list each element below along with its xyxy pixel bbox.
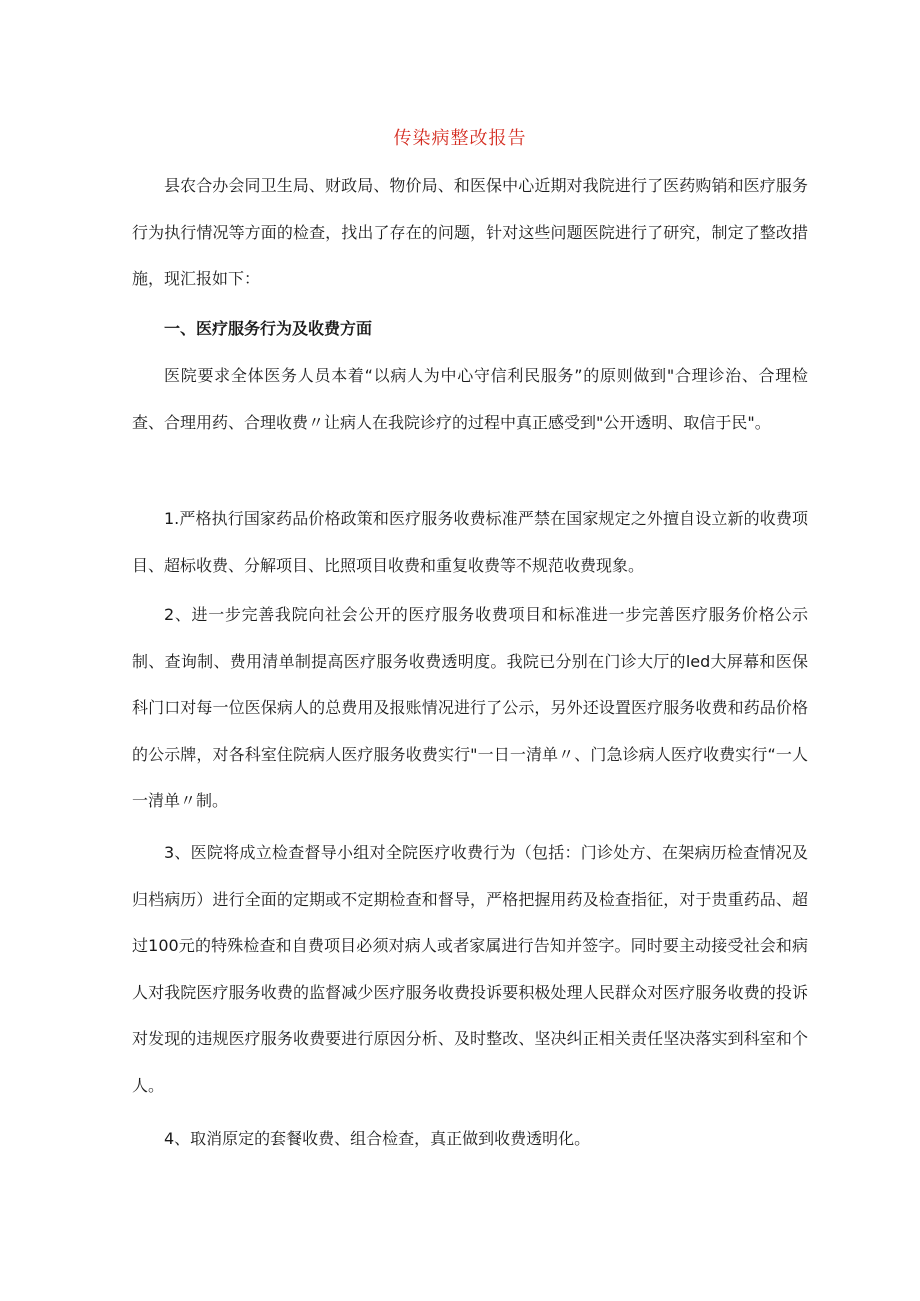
intro-paragraph: 县农合办会同卫生局、财政局、物价局、和医保中心近期对我院进行了医药购销和医疗服务行为执行情况等方面的检查，找出了存在的问题，针对这些问题医院进行了研究，制定了整改措施，现汇报如下： [132,176,808,288]
section-heading: 一、医疗服务行为及收费方面 [164,319,373,338]
document-title: 传染病整改报告 [393,128,527,149]
item-3-paragraph: 3、医院将成立检查督导小组对全院医疗收费行为（包括：门诊处方、在架病历检查情况及归档病历）进行全面的定期或不定期检查和督导，严格把握用药及检查指征，对于贵重药品、超过100元的特殊检查和自费项目必须对病人或者家属进行告知并签字。同时要主动接受社会和病人对我院医疗服务收费的监督减少医疗服务收费投诉要积极处理人民群众对医疗服务收费的投诉对发现的违规医疗服务收费要进行原因分析、及时整改、坚决纠正相关责任坚决落实到科室和个人。 [132,843,808,1095]
item-4-paragraph: 4、取消原定的套餐收费、组合检查，真正做到收费透明化。 [164,1129,591,1148]
item-1-paragraph: 1.严格执行国家药品价格政策和医疗服务收费标准严禁在国家规定之外擅自设立新的收费项目、超标收费、分解项目、比照项目收费和重复收费等不规范收费现象。 [132,509,808,575]
item-2-paragraph: 2、进一步完善我院向社会公开的医疗服务收费项目和标准进一步完善医疗服务价格公示制、查询制、费用清单制提高医疗服务收费透明度。我院已分别在门诊大厅的led大屏幕和医保科门口对每一位医保病人的总费用及报账情况进行了公示，另外还设置医疗服务收费和药品价格的公示牌，对各科室住院病人医疗服务收费实行"一日一清单〃、门急诊病人医疗收费实行“一人一清单〃制。 [132,605,808,810]
principle-paragraph: 医院要求全体医务人员本着“以病人为中心守信利民服务”的原则做到"合理诊治、合理检查、合理用药、合理收费〃让病人在我院诊疗的过程中真正感受到"公开透明、取信于民"。 [132,366,808,432]
